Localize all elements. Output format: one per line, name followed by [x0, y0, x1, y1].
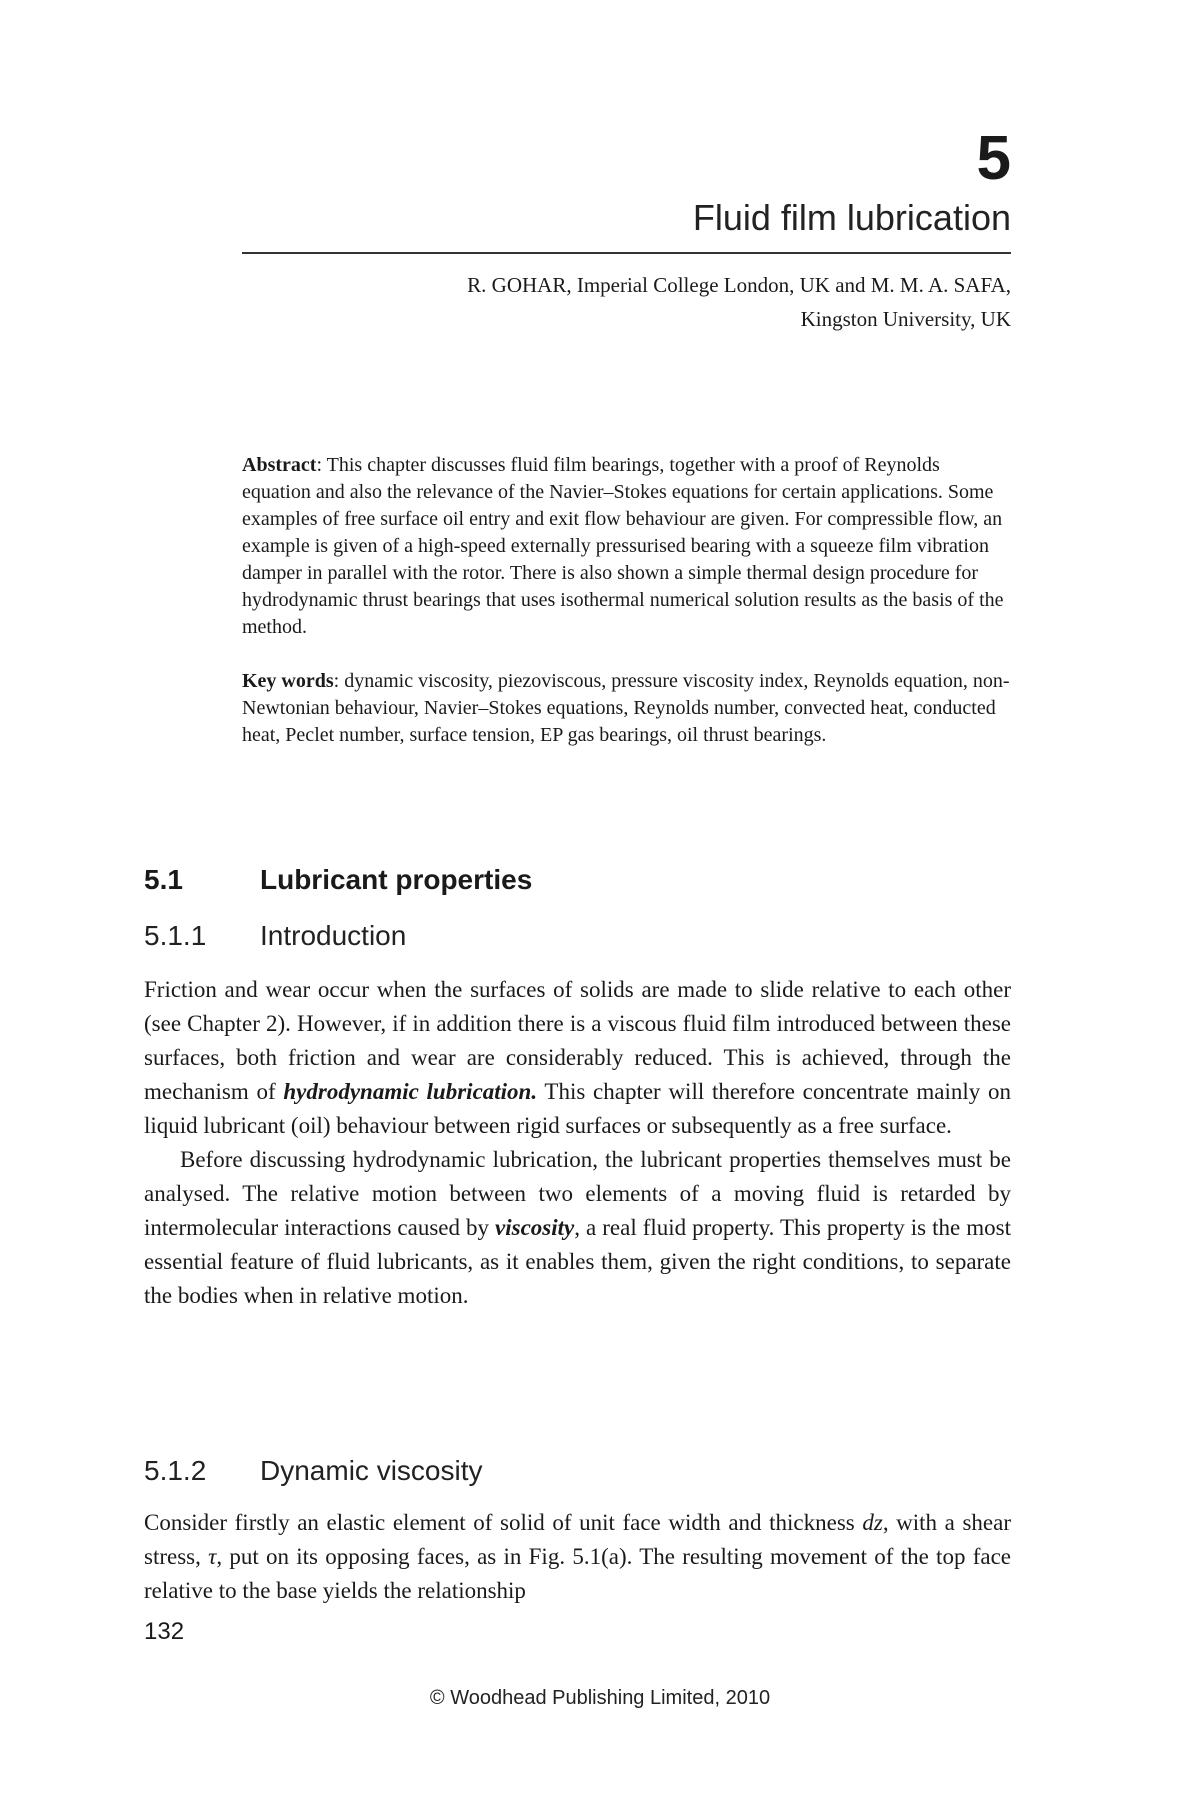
subsection-heading-5-1-1 [144, 922, 406, 950]
math-variable: dz [862, 1510, 883, 1535]
dynamic-viscosity-body [144, 1506, 1011, 1608]
section-heading-5-1 [144, 866, 532, 894]
abstract-text: : This chapter discusses fluid film bearings, together with a proof of Reynolds equation and also the relevance of the Navier–Stokes equations for certain applications. Some examples of free surface oil entry and exit flow behaviour are given. For compressible flow, an example is given of a high-speed externally pressurised bearing with a squeeze film vibration damper in parallel with the rotor. There is also shown a simple thermal design procedure for hydrodynamic thrust bearings that uses isothermal numerical solution results as the basis of the method. [242, 454, 1004, 638]
text-run: , put on its opposing faces, as in Fig. 5.1(a). The resulting movement of the top face relative to the base yields the relationship [144, 1544, 1011, 1603]
abstract-block [242, 452, 1012, 749]
chapter-number: 5 [976, 124, 1011, 193]
emphasized-term: hydrodynamic lubrication. [283, 1079, 538, 1104]
author-affiliations [231, 268, 1011, 336]
keywords-paragraph [242, 668, 1012, 749]
subsection-number: 5.1.2 [144, 1455, 207, 1486]
abstract-paragraph [242, 452, 1012, 641]
math-variable: τ [208, 1544, 217, 1569]
subsection-title: Dynamic viscosity [260, 1455, 483, 1486]
paragraph [144, 973, 1011, 1143]
page-number: 132 [144, 1618, 185, 1645]
text-run: This chapter will therefore concentrate mainly on liquid lubricant (oil) behaviour between rigid surfaces or subsequently as a free surface. [144, 1079, 1012, 1138]
text-run: Before discussing hydrodynamic lubrication, the lubricant properties themselves must be analysed. The relative motion between two elements of a moving fluid is retarded by intermolecular interactions caused by [144, 1147, 1011, 1240]
subsection-title: Introduction [260, 920, 407, 951]
copyright-notice: © Woodhead Publishing Limited, 2010 [429, 1687, 771, 1709]
title-divider [242, 252, 1011, 254]
paragraph [144, 1143, 1011, 1313]
keywords-text: : dynamic viscosity, piezoviscous, pressure viscosity index, Reynolds equation, non-Newtonian behaviour, Navier–Stokes equations, Reynolds number, convected heat, conducted heat, Peclet number, surface tension, EP gas bearings, oil thrust bearings. [242, 670, 1010, 746]
keywords-label: Key words [242, 670, 334, 692]
section-number: 5.1 [144, 864, 183, 895]
subsection-heading-5-1-2 [144, 1457, 482, 1485]
text-run: Consider firstly an elastic element of solid of unit face width and thickness [144, 1510, 863, 1535]
emphasized-term: viscosity [495, 1215, 575, 1240]
text-run: Friction and wear occur when the surfaces of solids are made to slide relative to each other (see Chapter 2). However, if in addition there is a viscous fluid film introduced between these surfaces, both friction and wear are considerably reduced. This is achieved, through the mechanism of [144, 977, 1011, 1104]
section-title: Lubricant properties [260, 864, 533, 895]
abstract-label: Abstract [242, 454, 317, 476]
subsection-number: 5.1.1 [144, 920, 207, 951]
paragraph [144, 1506, 1011, 1608]
authors-line-2: Kingston University, UK [800, 307, 1011, 331]
introduction-body [144, 973, 1011, 1313]
text-run: , with a shear stress, [144, 1510, 1011, 1569]
authors-line-1: R. GOHAR, Imperial College London, UK and M. M. A. SAFA, [467, 273, 1011, 297]
chapter-title: Fluid film lubrication [692, 197, 1011, 238]
text-run: , a real fluid property. This property is the most essential feature of fluid lubricants, as it enables them, given the right conditions, to separate the bodies when in relative motion. [144, 1215, 1011, 1308]
